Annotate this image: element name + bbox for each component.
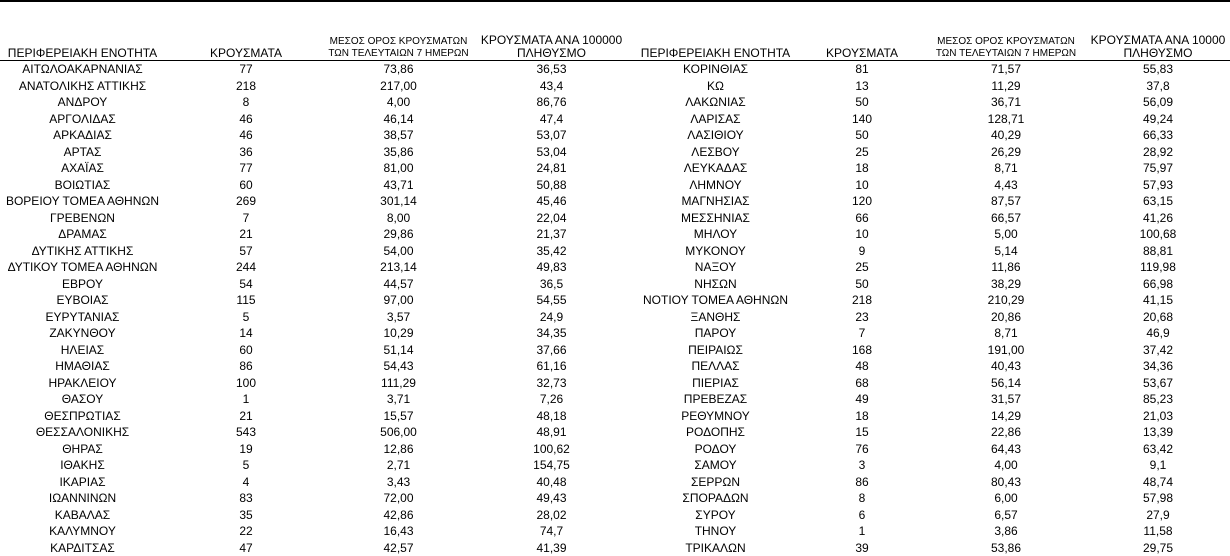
avg7-cell-left: 4,00 (327, 94, 470, 111)
cases-cell-right: 6 (798, 507, 926, 524)
per100k-cell-right: 13,39 (1086, 424, 1230, 441)
avg7-cell-right: 4,00 (926, 457, 1086, 474)
avg7-cell-left: 2,71 (327, 457, 470, 474)
avg7-cell-left: 3,57 (327, 309, 470, 326)
header-cases-left: ΚΡΟΥΣΜΑΤΑ (165, 28, 327, 61)
cases-cell-right: 50 (798, 127, 926, 144)
cases-cell-right: 18 (798, 160, 926, 177)
region-cell-left: ΑΙΤΩΛΟΑΚΑΡΝΑΝΙΑΣ (0, 61, 165, 78)
cases-cell-left: 83 (165, 490, 327, 507)
avg7-cell-right: 64,43 (926, 441, 1086, 458)
table-row (0, 375, 1230, 392)
per100k-cell-right: 20,68 (1086, 309, 1230, 326)
table-row (0, 276, 1230, 293)
cases-cell-right: 140 (798, 111, 926, 128)
avg7-cell-left: 217,00 (327, 78, 470, 95)
table-row (0, 540, 1230, 556)
per100k-cell-left: 24,81 (470, 160, 633, 177)
per100k-cell-left: 48,91 (470, 424, 633, 441)
table-row (0, 292, 1230, 309)
avg7-cell-right: 40,43 (926, 358, 1086, 375)
region-cell-right: ΠΕΛΛΑΣ (633, 358, 798, 375)
table-row (0, 474, 1230, 491)
region-cell-right: ΜΗΛΟΥ (633, 226, 798, 243)
avg7-cell-left: 42,86 (327, 507, 470, 524)
cases-cell-left: 77 (165, 61, 327, 78)
cases-cell-right: 10 (798, 177, 926, 194)
per100k-cell-left: 43,4 (470, 78, 633, 95)
region-cell-right: ΠΙΕΡΙΑΣ (633, 375, 798, 392)
region-cell-left: ΚΑΡΔΙΤΣΑΣ (0, 540, 165, 556)
per100k-cell-left: 74,7 (470, 523, 633, 540)
header-per100k-right-line2: ΠΛΗΘΥΣΜΟ (1086, 47, 1230, 60)
cases-cell-left: 57 (165, 243, 327, 260)
cases-cell-left: 4 (165, 474, 327, 491)
cases-cell-right: 50 (798, 94, 926, 111)
per100k-cell-left: 100,62 (470, 441, 633, 458)
avg7-cell-right: 4,43 (926, 177, 1086, 194)
avg7-cell-right: 38,29 (926, 276, 1086, 293)
avg7-cell-left: 3,71 (327, 391, 470, 408)
avg7-cell-left: 54,00 (327, 243, 470, 260)
cases-cell-right: 39 (798, 540, 926, 556)
per100k-cell-left: 154,75 (470, 457, 633, 474)
avg7-cell-right: 128,71 (926, 111, 1086, 128)
cases-cell-right: 25 (798, 144, 926, 161)
per100k-cell-right: 85,23 (1086, 391, 1230, 408)
cases-cell-right: 81 (798, 61, 926, 78)
avg7-cell-right: 71,57 (926, 61, 1086, 78)
region-cell-left: ΒΟΡΕΙΟΥ ΤΟΜΕΑ ΑΘΗΝΩΝ (0, 193, 165, 210)
cases-cell-left: 60 (165, 177, 327, 194)
per100k-cell-right: 37,42 (1086, 342, 1230, 359)
cases-cell-right: 18 (798, 408, 926, 425)
region-cell-left: ΗΡΑΚΛΕΙΟΥ (0, 375, 165, 392)
cases-table (0, 28, 1230, 556)
region-cell-right: ΠΑΡΟΥ (633, 325, 798, 342)
avg7-cell-left: 42,57 (327, 540, 470, 556)
cases-cell-left: 269 (165, 193, 327, 210)
per100k-cell-left: 61,16 (470, 358, 633, 375)
per100k-cell-right: 57,93 (1086, 177, 1230, 194)
per100k-cell-left: 49,43 (470, 490, 633, 507)
avg7-cell-right: 80,43 (926, 474, 1086, 491)
cases-cell-left: 77 (165, 160, 327, 177)
region-cell-left: ΘΑΣΟΥ (0, 391, 165, 408)
avg7-cell-left: 81,00 (327, 160, 470, 177)
cases-cell-left: 46 (165, 127, 327, 144)
avg7-cell-right: 5,00 (926, 226, 1086, 243)
per100k-cell-right: 53,67 (1086, 375, 1230, 392)
avg7-cell-right: 11,86 (926, 259, 1086, 276)
header-row (0, 28, 1230, 61)
cases-cell-right: 68 (798, 375, 926, 392)
region-cell-right: ΜΑΓΝΗΣΙΑΣ (633, 193, 798, 210)
avg7-cell-left: 73,86 (327, 61, 470, 78)
per100k-cell-left: 40,48 (470, 474, 633, 491)
table-row (0, 61, 1230, 78)
cases-cell-left: 60 (165, 342, 327, 359)
region-cell-right: ΡΕΘΥΜΝΟΥ (633, 408, 798, 425)
avg7-cell-left: 506,00 (327, 424, 470, 441)
per100k-cell-right: 37,8 (1086, 78, 1230, 95)
per100k-cell-right: 41,26 (1086, 210, 1230, 227)
avg7-cell-right: 5,14 (926, 243, 1086, 260)
per100k-cell-right: 88,81 (1086, 243, 1230, 260)
per100k-cell-right: 56,09 (1086, 94, 1230, 111)
avg7-cell-left: 3,43 (327, 474, 470, 491)
per100k-cell-left: 41,39 (470, 540, 633, 556)
region-cell-right: ΤΗΝΟΥ (633, 523, 798, 540)
region-cell-left: ΕΒΡΟΥ (0, 276, 165, 293)
per100k-cell-left: 22,04 (470, 210, 633, 227)
avg7-cell-right: 53,86 (926, 540, 1086, 556)
per100k-cell-left: 32,73 (470, 375, 633, 392)
avg7-cell-left: 38,57 (327, 127, 470, 144)
cases-cell-left: 244 (165, 259, 327, 276)
per100k-cell-right: 28,92 (1086, 144, 1230, 161)
region-cell-right: ΛΕΥΚΑΔΑΣ (633, 160, 798, 177)
region-cell-left: ΙΚΑΡΙΑΣ (0, 474, 165, 491)
region-cell-left: ΑΝΔΡΟΥ (0, 94, 165, 111)
per100k-cell-right: 27,9 (1086, 507, 1230, 524)
avg7-cell-left: 12,86 (327, 441, 470, 458)
avg7-cell-left: 16,43 (327, 523, 470, 540)
cases-cell-right: 86 (798, 474, 926, 491)
region-cell-left: ΚΑΛΥΜΝΟΥ (0, 523, 165, 540)
cases-cell-left: 7 (165, 210, 327, 227)
header-region-right: ΠΕΡΙΦΕΡΕΙΑΚΗ ΕΝΟΤΗΤΑ (633, 28, 798, 61)
cases-cell-left: 218 (165, 78, 327, 95)
table-row (0, 441, 1230, 458)
cases-cell-left: 1 (165, 391, 327, 408)
table-row (0, 127, 1230, 144)
table-row (0, 408, 1230, 425)
table-row (0, 193, 1230, 210)
cases-cell-right: 76 (798, 441, 926, 458)
cases-cell-left: 543 (165, 424, 327, 441)
cases-cell-left: 54 (165, 276, 327, 293)
header-avg7-left-line1: ΜΕΣΟΣ ΟΡΟΣ ΚΡΟΥΣΜΑΤΩΝ (327, 36, 470, 48)
region-cell-right: ΜΕΣΣΗΝΙΑΣ (633, 210, 798, 227)
avg7-cell-right: 191,00 (926, 342, 1086, 359)
table-row (0, 210, 1230, 227)
region-cell-left: ΗΛΕΙΑΣ (0, 342, 165, 359)
avg7-cell-right: 22,86 (926, 424, 1086, 441)
cases-cell-right: 8 (798, 490, 926, 507)
per100k-cell-right: 41,15 (1086, 292, 1230, 309)
per100k-cell-right: 57,98 (1086, 490, 1230, 507)
per100k-cell-left: 50,88 (470, 177, 633, 194)
region-cell-right: ΜΥΚΟΝΟΥ (633, 243, 798, 260)
avg7-cell-left: 54,43 (327, 358, 470, 375)
table-row (0, 325, 1230, 342)
region-cell-right: ΛΗΜΝΟΥ (633, 177, 798, 194)
table-row (0, 457, 1230, 474)
table-row (0, 507, 1230, 524)
region-cell-right: ΠΕΙΡΑΙΩΣ (633, 342, 798, 359)
per100k-cell-left: 53,07 (470, 127, 633, 144)
avg7-cell-right: 3,86 (926, 523, 1086, 540)
header-per100k-left (470, 28, 633, 61)
region-cell-right: ΛΕΣΒΟΥ (633, 144, 798, 161)
header-per100k-left-line2: ΠΛΗΘΥΣΜΟ (470, 47, 633, 60)
cases-cell-right: 49 (798, 391, 926, 408)
per100k-cell-left: 54,55 (470, 292, 633, 309)
region-cell-left: ΑΡΓΟΛΙΔΑΣ (0, 111, 165, 128)
header-avg7-left-line2: ΤΩΝ ΤΕΛΕΥΤΑΙΩΝ 7 ΗΜΕΡΩΝ (327, 48, 470, 60)
region-cell-right: ΣΕΡΡΩΝ (633, 474, 798, 491)
table-row (0, 160, 1230, 177)
avg7-cell-right: 66,57 (926, 210, 1086, 227)
avg7-cell-left: 51,14 (327, 342, 470, 359)
cases-cell-left: 47 (165, 540, 327, 556)
avg7-cell-left: 213,14 (327, 259, 470, 276)
header-per100k-right (1086, 28, 1230, 61)
per100k-cell-left: 35,42 (470, 243, 633, 260)
avg7-cell-left: 111,29 (327, 375, 470, 392)
cases-cell-right: 23 (798, 309, 926, 326)
avg7-cell-right: 36,71 (926, 94, 1086, 111)
table-row (0, 342, 1230, 359)
per100k-cell-left: 47,4 (470, 111, 633, 128)
cases-cell-left: 22 (165, 523, 327, 540)
region-cell-right: ΣΑΜΟΥ (633, 457, 798, 474)
region-cell-left: ΙΘΑΚΗΣ (0, 457, 165, 474)
region-cell-left: ΘΕΣΠΡΩΤΙΑΣ (0, 408, 165, 425)
avg7-cell-right: 14,29 (926, 408, 1086, 425)
region-cell-left: ΕΥΡΥΤΑΝΙΑΣ (0, 309, 165, 326)
header-avg7-right-line1: ΜΕΣΟΣ ΟΡΟΣ ΚΡΟΥΣΜΑΤΩΝ (926, 36, 1086, 48)
table-row (0, 358, 1230, 375)
region-cell-left: ΑΡΚΑΔΙΑΣ (0, 127, 165, 144)
per100k-cell-right: 48,74 (1086, 474, 1230, 491)
per100k-cell-right: 34,36 (1086, 358, 1230, 375)
per100k-cell-right: 29,75 (1086, 540, 1230, 556)
avg7-cell-left: 29,86 (327, 226, 470, 243)
region-cell-left: ΗΜΑΘΙΑΣ (0, 358, 165, 375)
per100k-cell-right: 63,15 (1086, 193, 1230, 210)
region-cell-right: ΣΥΡΟΥ (633, 507, 798, 524)
avg7-cell-right: 20,86 (926, 309, 1086, 326)
cases-cell-right: 7 (798, 325, 926, 342)
avg7-cell-left: 35,86 (327, 144, 470, 161)
top-border-line (0, 0, 1230, 2)
avg7-cell-left: 301,14 (327, 193, 470, 210)
per100k-cell-left: 37,66 (470, 342, 633, 359)
per100k-cell-right: 100,68 (1086, 226, 1230, 243)
per100k-cell-left: 7,26 (470, 391, 633, 408)
region-cell-right: ΤΡΙΚΑΛΩΝ (633, 540, 798, 556)
per100k-cell-left: 36,53 (470, 61, 633, 78)
cases-cell-left: 8 (165, 94, 327, 111)
region-cell-left: ΘΗΡΑΣ (0, 441, 165, 458)
per100k-cell-right: 9,1 (1086, 457, 1230, 474)
cases-cell-left: 36 (165, 144, 327, 161)
avg7-cell-right: 40,29 (926, 127, 1086, 144)
region-cell-left: ΚΑΒΑΛΑΣ (0, 507, 165, 524)
avg7-cell-left: 97,00 (327, 292, 470, 309)
table-body (0, 61, 1230, 556)
per100k-cell-right: 63,42 (1086, 441, 1230, 458)
region-cell-left: ΑΧΑΪΑΣ (0, 160, 165, 177)
cases-cell-right: 168 (798, 342, 926, 359)
table-row (0, 523, 1230, 540)
region-cell-right: ΡΟΔΟΠΗΣ (633, 424, 798, 441)
region-cell-right: ΚΟΡΙΝΘΙΑΣ (633, 61, 798, 78)
avg7-cell-right: 6,00 (926, 490, 1086, 507)
avg7-cell-left: 44,57 (327, 276, 470, 293)
region-cell-right: ΣΠΟΡΑΔΩΝ (633, 490, 798, 507)
region-cell-left: ΓΡΕΒΕΝΩΝ (0, 210, 165, 227)
region-cell-left: ΑΝΑΤΟΛΙΚΗΣ ΑΤΤΙΚΗΣ (0, 78, 165, 95)
cases-cell-right: 50 (798, 276, 926, 293)
region-cell-right: ΚΩ (633, 78, 798, 95)
cases-cell-right: 218 (798, 292, 926, 309)
per100k-cell-right: 11,58 (1086, 523, 1230, 540)
avg7-cell-left: 46,14 (327, 111, 470, 128)
region-cell-left: ΑΡΤΑΣ (0, 144, 165, 161)
cases-cell-right: 120 (798, 193, 926, 210)
cases-cell-right: 1 (798, 523, 926, 540)
avg7-cell-right: 56,14 (926, 375, 1086, 392)
region-cell-left: ΔΥΤΙΚΟΥ ΤΟΜΕΑ ΑΘΗΝΩΝ (0, 259, 165, 276)
region-cell-left: ΔΥΤΙΚΗΣ ΑΤΤΙΚΗΣ (0, 243, 165, 260)
per100k-cell-right: 119,98 (1086, 259, 1230, 276)
cases-cell-left: 46 (165, 111, 327, 128)
avg7-cell-left: 72,00 (327, 490, 470, 507)
per100k-cell-left: 53,04 (470, 144, 633, 161)
header-region-left: ΠΕΡΙΦΕΡΕΙΑΚΗ ΕΝΟΤΗΤΑ (0, 28, 165, 61)
per100k-cell-left: 36,5 (470, 276, 633, 293)
region-cell-right: ΠΡΕΒΕΖΑΣ (633, 391, 798, 408)
cases-cell-left: 21 (165, 226, 327, 243)
per100k-cell-left: 49,83 (470, 259, 633, 276)
table-row (0, 490, 1230, 507)
cases-cell-right: 48 (798, 358, 926, 375)
table-row (0, 177, 1230, 194)
avg7-cell-right: 8,71 (926, 325, 1086, 342)
cases-cell-right: 3 (798, 457, 926, 474)
avg7-cell-right: 31,57 (926, 391, 1086, 408)
avg7-cell-left: 8,00 (327, 210, 470, 227)
per100k-cell-right: 55,83 (1086, 61, 1230, 78)
cases-cell-right: 66 (798, 210, 926, 227)
per100k-cell-right: 75,97 (1086, 160, 1230, 177)
table-row (0, 78, 1230, 95)
table-row (0, 309, 1230, 326)
cases-cell-right: 9 (798, 243, 926, 260)
header-cases-right: ΚΡΟΥΣΜΑΤΑ (798, 28, 926, 61)
per100k-cell-left: 24,9 (470, 309, 633, 326)
cases-cell-left: 35 (165, 507, 327, 524)
avg7-cell-left: 15,57 (327, 408, 470, 425)
avg7-cell-left: 10,29 (327, 325, 470, 342)
region-cell-right: ΝΑΞΟΥ (633, 259, 798, 276)
cases-cell-right: 10 (798, 226, 926, 243)
per100k-cell-left: 48,18 (470, 408, 633, 425)
region-cell-right: ΛΑΣΙΘΙΟΥ (633, 127, 798, 144)
table-row (0, 259, 1230, 276)
cases-cell-right: 15 (798, 424, 926, 441)
avg7-cell-right: 8,71 (926, 160, 1086, 177)
header-avg7-left (327, 28, 470, 61)
table-row (0, 391, 1230, 408)
region-cell-right: ΛΑΚΩΝΙΑΣ (633, 94, 798, 111)
table-row (0, 94, 1230, 111)
per100k-cell-left: 45,46 (470, 193, 633, 210)
cases-cell-left: 5 (165, 457, 327, 474)
region-cell-left: ΕΥΒΟΙΑΣ (0, 292, 165, 309)
cases-cell-left: 5 (165, 309, 327, 326)
table-row (0, 144, 1230, 161)
per100k-cell-left: 28,02 (470, 507, 633, 524)
table-row (0, 424, 1230, 441)
header-avg7-right (926, 28, 1086, 61)
avg7-cell-left: 43,71 (327, 177, 470, 194)
region-cell-right: ΝΟΤΙΟΥ ΤΟΜΕΑ ΑΘΗΝΩΝ (633, 292, 798, 309)
per100k-cell-right: 66,33 (1086, 127, 1230, 144)
per100k-cell-left: 86,76 (470, 94, 633, 111)
avg7-cell-right: 87,57 (926, 193, 1086, 210)
cases-cell-left: 86 (165, 358, 327, 375)
region-cell-right: ΝΗΣΩΝ (633, 276, 798, 293)
cases-cell-right: 25 (798, 259, 926, 276)
cases-cell-left: 19 (165, 441, 327, 458)
per100k-cell-left: 34,35 (470, 325, 633, 342)
table-row (0, 243, 1230, 260)
table-row (0, 226, 1230, 243)
avg7-cell-right: 26,29 (926, 144, 1086, 161)
region-cell-left: ΖΑΚΥΝΘΟΥ (0, 325, 165, 342)
region-cell-right: ΛΑΡΙΣΑΣ (633, 111, 798, 128)
per100k-cell-right: 46,9 (1086, 325, 1230, 342)
region-cell-left: ΔΡΑΜΑΣ (0, 226, 165, 243)
region-cell-right: ΡΟΔΟΥ (633, 441, 798, 458)
header-per100k-right-line1: ΚΡΟΥΣΜΑΤΑ ΑΝΑ 10000 (1086, 34, 1230, 47)
cases-cell-left: 115 (165, 292, 327, 309)
per100k-cell-right: 49,24 (1086, 111, 1230, 128)
header-per100k-left-line1: ΚΡΟΥΣΜΑΤΑ ΑΝΑ 100000 (470, 34, 633, 47)
table-row (0, 111, 1230, 128)
cases-cell-right: 13 (798, 78, 926, 95)
per100k-cell-left: 21,37 (470, 226, 633, 243)
cases-cell-left: 100 (165, 375, 327, 392)
per100k-cell-right: 66,98 (1086, 276, 1230, 293)
cases-cell-left: 14 (165, 325, 327, 342)
per100k-cell-right: 21,03 (1086, 408, 1230, 425)
region-cell-left: ΙΩΑΝΝΙΝΩΝ (0, 490, 165, 507)
avg7-cell-right: 6,57 (926, 507, 1086, 524)
cases-cell-left: 21 (165, 408, 327, 425)
region-cell-right: ΞΑΝΘΗΣ (633, 309, 798, 326)
header-avg7-right-line2: ΤΩΝ ΤΕΛΕΥΤΑΙΩΝ 7 ΗΜΕΡΩΝ (926, 48, 1086, 60)
region-cell-left: ΘΕΣΣΑΛΟΝΙΚΗΣ (0, 424, 165, 441)
avg7-cell-right: 210,29 (926, 292, 1086, 309)
region-cell-left: ΒΟΙΩΤΙΑΣ (0, 177, 165, 194)
avg7-cell-right: 11,29 (926, 78, 1086, 95)
